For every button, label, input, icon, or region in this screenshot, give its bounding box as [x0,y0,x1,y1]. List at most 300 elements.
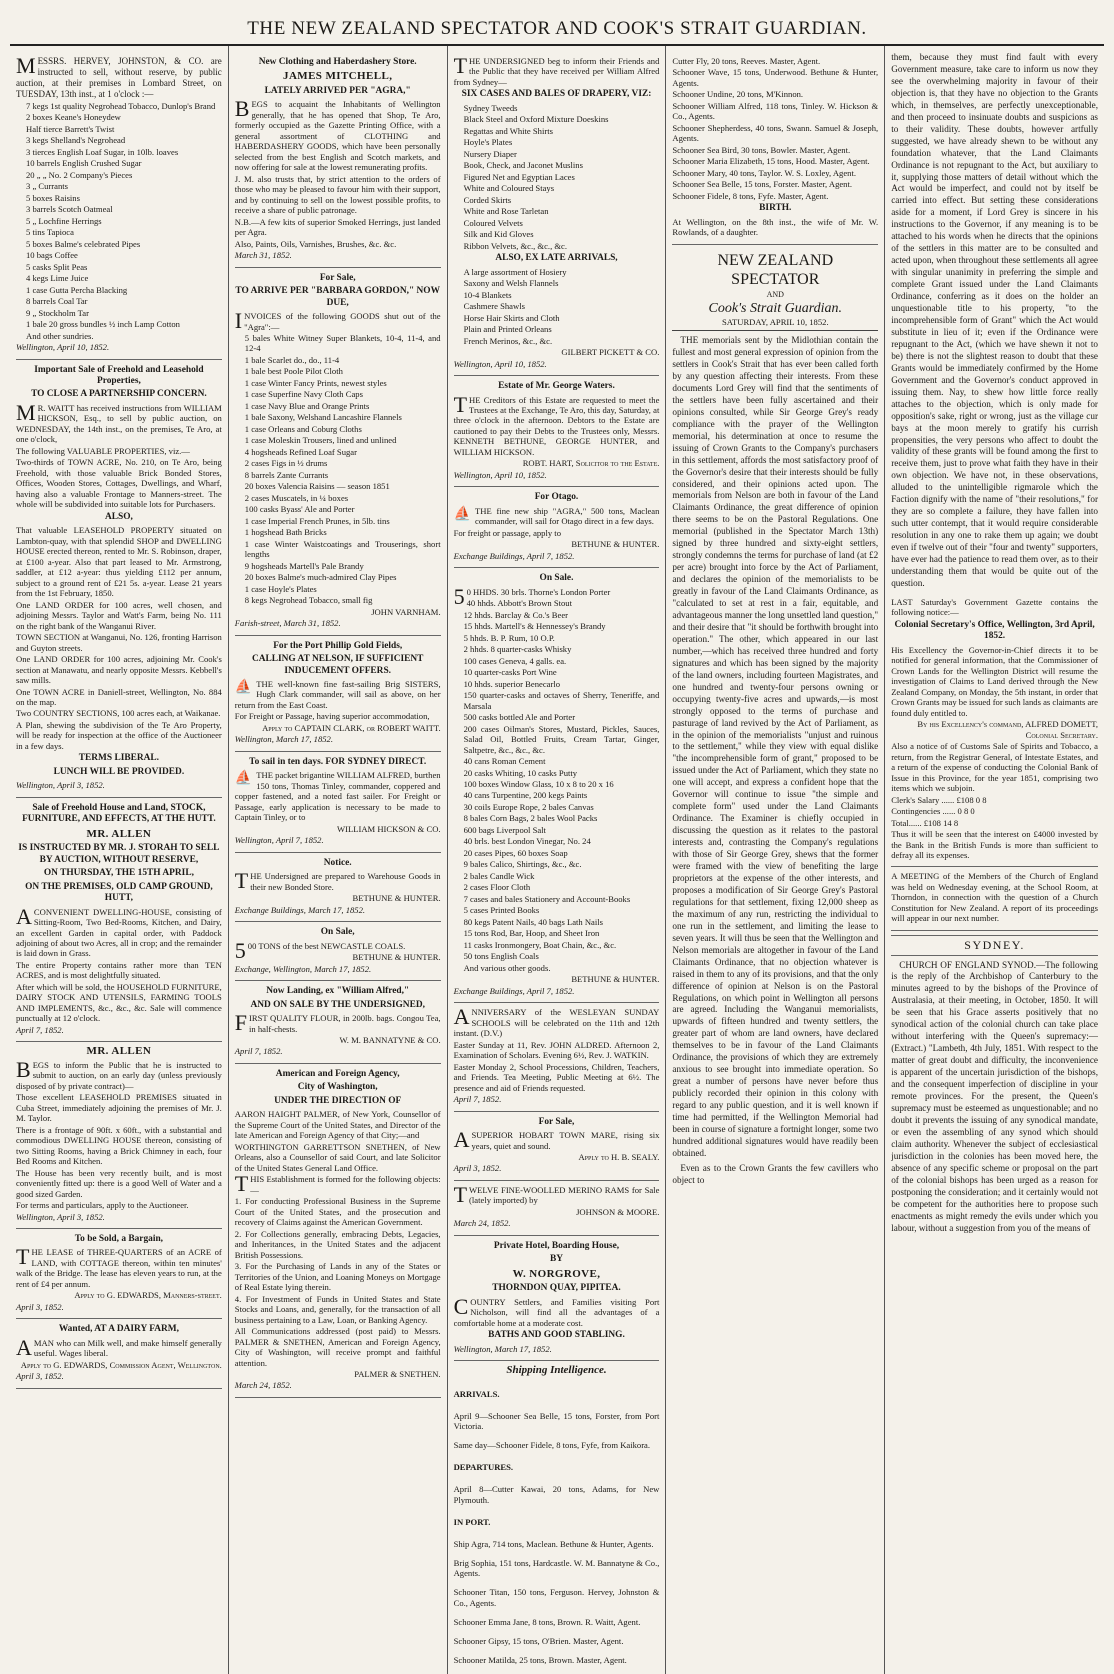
list-item: Cashmere Shawls [463,301,525,312]
ad-date: April 7, 1852. [234,1046,283,1057]
shipping-entry: Schooner William Alfred, 118 tons, Tinley. W. Hickson & Co., Agents. [672,100,879,122]
shipping-entry: April 9—Schooner Sea Belle, 15 tons, Forster, from Port Victoria. [453,1410,660,1432]
list-item: 5 cases Printed Books [463,905,540,916]
ad-text: WORTHINGTON GARRETTSON SNETHEN, of New Orleans, also a Counsellor of said Court, and late Solicitor of the United States General Land Office. [234,1141,441,1173]
ad-port-phillip [235,636,441,752]
ad-text: A Plan, shewing the subdivision of the Te Aro Property, will be ready for inspection at the office of the Auctioneer in a few days. [16,719,222,751]
ad-text: The House has been very recently built, and is most conveniently fitted up: there is a good Well of Water and a good sized Garden. [16,1167,222,1199]
ad-also: ALSO, EX LATE ARRIVALS, [495,253,618,264]
shipping-subhead: IN PORT. [453,1516,491,1527]
ad-text: THE Creditors of this Estate are requested to meet the Trustees at the Exchange, Te Aro, this day, Saturday, at three o'clock in the afternoon. Debtors to the Estate are cautioned to pay their Debts to the Trustees only, Messrs. KENNETH BETHUNE, GEORGE HUNTER, and WILLIAM HICKSON. [453,391,660,457]
ad-date: Exchange Buildings, April 7, 1852. [453,985,575,996]
list-item: 9 hogsheads Martell's Pale Brandy [244,560,364,571]
notice-text: His Excellency the Governor-in-Chief directs it to be notified for general information, that the Commissioner of Crown Lands for the Wellington District will resume the investigation of Claims to Land derived through the New Zealand Company, on Monday, the 5th instant, in order that Crown Grants may be issued for such lands as claimants are found duly entitled to. [891,644,1098,718]
shipping-entry: Schooner Matilda, 25 tons, Brown. Master, Agent. [453,1654,627,1665]
list-item: 7 cases and bales Stationery and Account-Books [463,893,631,904]
ad-signature: JOHNSON & MOORE. [576,1206,660,1217]
shipping-entry: Schooner Fidele, 8 tons, Fyfe. Master, Agent. [672,190,829,201]
list-item: 10 barrels English Crushed Sugar [26,158,142,169]
shipping-entry: Schooner Undine, 20 tons, M'Kinnon. [672,89,804,100]
list-item: 1 bale 20 gross bundles ½ inch Lamp Cotton [26,319,180,330]
shipping-subhead: ARRIVALS. [453,1388,500,1399]
ad-title: American and Foreign Agency, [275,1068,400,1079]
ad-text: COUNTRY Settlers, and Families visiting Port Nicholson, will find all the advantages of a comfortable home at a moderate cost. [453,1293,660,1328]
ad-signature: BETHUNE & HUNTER. [571,974,660,985]
ad-text: 50 HHDS. 30 brls. Thorne's London Porter [453,583,611,609]
ad-signature: BETHUNE & HUNTER. [352,893,441,904]
editorial-paragraph: them, because they must find fault with every Government measure, take care to inform us now they see the overwhelming majority in favour of their objection is, that they have no objection to the Grants which, in themselves, are perfectly unexceptionable, and then proceed to insinuate doubts and suspicions as to their validity. These doubts, however artfully suggested, we have already shewn to be without any foundation whatever, that the Land Claimants Ordinance is not repugnant to the Act, but auxiliary to it, supplying those matters of detail without which the Act would be imperfect, and could not by itself be carried into effect. But setting these considerations aside for a moment, if Lord Grey is sincere in his instructions to the Governor, if any meaning is to be attached to his words when he directs that the opinions of the settlers in this matter are to be consulted and acted upon, when throughout these settlements all agree with singular unanimity in preferring the simple and complete Grant issued under the Land Claimants Ordinance, conferring as it does on the holder an unquestionable title to his property, "to the incomprehensible form of Grant" which the Act would substitute in lieu of it; even if the Ordinance were repugnant to the Act, (which we have shewn it not to be) there is not the slightest reason to doubt that these Grants would be immediately confirmed by the Home Government and the Governor's conduct approved in issuing them. Nay, to shew how little force really attaches to the objection, which is only made for opposition's sake, right or wrong, just as the village cur bays at the moon merely to gratify his currish propensities, the very persons who affect to doubt the validity of these grants will be found among the first to receive them, just to prove what faith they have in their own objection. We have not, in these observations, alluded to the unintelligible rigmarole which the Faction dignify with the name of "their resolutions," for they are so complete a failure, they have fallen into such utter contempt, that it would require considerable resolution in any one to rake them up again; we doubt even if twelve out of their "four and twenty" supporters, have ever had the patience to read them over, as to their understanding them that would be quite out of the question. [891,52,1098,588]
ad-date: Exchange, Wellington, March 17, 1852. [234,963,372,974]
list-item: Figured Net and Egyptian Laces [463,171,575,182]
list-item: 40 brls. best London Vinegar, No. 24 [463,836,591,847]
ad-signature: GILBERT PICKETT & CO. [561,347,660,358]
ad-subtitle: City of Washington, [297,1082,378,1093]
shipping-entry: Ship Agra, 714 tons, Maclean. Bethune & Hunter, Agents. [453,1538,654,1549]
expense-row: Clerk's Salary ...... £108 0 8 [891,794,987,805]
list-item: 4 kegs Lime Juice [26,273,89,284]
ad-text: Two COUNTRY SECTIONS, 100 acres each, at Waikanae. [16,708,221,719]
list-item: 10 hhds. superior Benecarlo [463,678,561,689]
list-item: 5 boxes Balme's celebrated Pipes [26,238,141,249]
ad-text: One TOWN ACRE in Daniell-street, Wellington, No. 884 on the map. [16,686,222,707]
list-item: Sydney Tweeds [463,102,518,113]
ad-text: There is a frontage of 90ft. x 60ft., with a substantial and commodious DWELLING HOUSE thereon, consisting of two Sitting Rooms, having a Brick Chimney in each, four Bed Rooms and Kitchen. [16,1124,222,1167]
ad-date: April 3, 1852. [16,1301,64,1312]
list-item: 7 kegs 1st quality Negrohead Tobacco, Dunlop's Brand [26,100,216,111]
shipping-entry: Schooner Emma Jane, 8 tons, Brown. R. Waitt, Agent. [453,1616,641,1627]
list-item: 2 cases Muscatels, in ¼ boxes [244,492,349,503]
list-item: 15 hhds. Martell's & Hennessey's Brandy [463,621,606,632]
ad-subtitle: LATELY ARRIVED PER "AGRA," [264,85,411,96]
ad-text: FIRST QUALITY FLOUR, in 200lb. bags. Congou Tea, in half-chests. [234,1010,441,1036]
ad-text: BEGS to inform the Public that he is instructed to submit to auction, on an early day (unless previously disposed of by private contract)— [16,1056,222,1091]
list-item: 15 tons Rod, Bar, Hoop, and Sheet Iron [463,928,600,939]
masthead: THE NEW ZEALAND SPECTATOR AND COOK'S STRAIT GUARDIAN. [10,8,1104,46]
shipping-entry: Schooner Titan, 150 tons, Ferguson. Hervey, Johnston & Co., Agents. [453,1587,660,1608]
ad-subtitle: AND ON SALE BY THE UNDERSIGNED, [250,999,425,1010]
list-item: 5 „ Lochfine Herrings [26,215,102,226]
ad-text: INVOICES of the following GOODS shut out of the "Agra":— [234,308,441,334]
item-list [454,267,660,346]
ad-date: Wellington, April 10, 1852. [16,342,110,353]
birth-heading: BIRTH. [759,203,792,214]
ad-waitt-sale [16,360,222,798]
list-item: 40 hhds. Abbott's Brown Stout [466,598,572,609]
ad-waters-estate [454,376,660,487]
shipping-entry: Cutter Fly, 20 tons, Reeves. Master, Agent. [672,56,821,66]
ad-by: BY [549,1254,563,1265]
ad-subtitle: IS INSTRUCTED BY MR. J. STORAH TO SELL BY AUCTION, WITHOUT RESERVE, [18,843,220,865]
ad-bonded-store [235,853,441,922]
notice-text: LAST Saturday's Government Gazette contains the following notice:— [891,596,1098,618]
list-item: 2 bales Candle Wick [463,870,535,881]
ad-text: 4. For Investment of Funds in United States and State Stocks and Loans, and, generally, for the transaction of all business pertaining to a Law, Loan, or Banking Agency. [234,1293,441,1325]
list-item: 1 case Gutta Percha Blacking [26,284,128,295]
ad-text: For freight or passage, apply to [453,527,561,538]
list-item: 5 hhds. B. P. Rum, 10 O.P. [463,632,555,643]
list-item: Ribbon Velvets, &c., &c., &c. [463,240,568,251]
ad-text: After which will be sold, the HOUSEHOLD FURNITURE, DAIRY STOCK AND UTENSILS, FARMING TOOLS AND IMPLEMENTS, &c., &c., &c. Sale will commence punctually at 12 o'clock. [16,981,222,1024]
ad-date: April 7, 1852. [453,1094,502,1105]
paper-title: NEW ZEALAND SPECTATOR [717,251,834,289]
ad-lead: MESSRS. HERVEY, JOHNSTON, & CO. are instructed to sell, without reserve, by public auction, at their premises in Lombard Street, on TUESDAY, 13th inst., at 1 o'clock :— [16,53,222,99]
ad-title: Now Landing, ex "William Alfred," [266,986,410,997]
ad-subtitle: TO ARRIVE PER "BARBARA GORDON," NOW DUE, [235,286,440,308]
issue-date: SATURDAY, APRIL 10, 1852. [672,317,878,331]
ad-merino-rams [454,1181,660,1236]
ad-date: Farish-street, March 31, 1852. [234,618,341,629]
ad-flour [235,981,441,1064]
ad-baths: BATHS AND GOOD STABLING. [488,1330,625,1341]
ad-signature: Apply to G. EDWARDS, Manners-street. [74,1290,222,1301]
list-item: Coloured Velvets [463,217,523,228]
shipping-entry: Brig Sophia, 151 tons, Hardcastle. W. M. Bannatyne & Co., Agents. [453,1557,660,1579]
list-item: 1 case Navy Blue and Orange Prints [244,400,370,411]
ad-subtitle: CALLING AT NELSON, IF SUFFICIENT INDUCEMENT OFFERS. [251,654,424,676]
ad-signature: BETHUNE & HUNTER. [352,952,441,963]
list-item: 8 bales Corn Bags, 2 bales Wool Packs [463,813,598,824]
list-item: Saxony and Welsh Flannels [463,278,559,289]
ad-date: April 3, 1852. [453,1163,502,1174]
list-item: 10 bags Coffee [26,250,78,261]
list-item: 5 bales White Witney Super Blankets, 10-4, 11-4, and 12-4 [244,332,441,354]
list-item: 3 kegs Shelland's Negrohead [26,135,126,146]
ad-title: To sail in ten days. FOR SYDNEY DIRECT. [249,756,427,767]
list-item: 2 boxes Keane's Honeydew [26,112,121,123]
birth-notice: At Wellington, on the 8th inst., the wife of Mr. W. Rowlands, of a daughter. [672,216,879,238]
ad-where: ON THE PREMISES, OLD CAMP GROUND, HUTT, [25,881,213,904]
ad-subtitle: SIX CASES AND BALES OF DRAPERY, VIZ: [461,89,652,100]
ad-text: 1. For conducting Professional Business in the Supreme Court of the United States, and the prosecution and recovery of Claims against the American Government. [234,1196,441,1228]
list-item: 100 boxes Window Glass, 10 x 8 to 20 x 16 [463,778,614,789]
list-item: 100 casks Byass' Ale and Porter [244,504,355,515]
list-item: Half tierce Barrett's Twist [26,123,115,134]
ad-text-body: THE packet brigantine WILLIAM ALFRED, burthen 150 tons, Thomas Tinley, commander, coppered and copper fastened, and a noted fast sailer. For Freight or Passage, early application is necessary to be made to Captain Tinley, or to [234,770,441,823]
editorial [672,335,878,1187]
ad-text: Also, Paints, Oils, Varnishes, Brushes, &c. &c. [234,238,397,249]
ad-private-hotel [454,1236,660,1361]
list-item: 30 coils Europe Rope, 2 bales Canvas [463,801,594,812]
list-item: 20 casks Whiting, 10 casks Putty [463,767,578,778]
editorial-continued [891,52,1098,590]
ad-sydney-direct [235,752,441,853]
list-item: 20 „ „ No. 2 Company's Pieces [26,169,133,180]
ad-date: April 7, 1852. [16,1024,64,1035]
ad-text [235,770,441,822]
list-item: 40 cans Turpentine, 200 kegs Paints [463,790,588,801]
ad-merchant: JAMES MITCHELL, [283,70,393,83]
ad-date: Wellington, April 10, 1852. [453,358,547,369]
ad-date: April 3, 1852. [16,1371,64,1382]
section-title: Shipping Intelligence. [506,1364,607,1377]
ad-subtitle: TO CLOSE A PARTNERSHIP CONCERN. [31,389,207,400]
list-item: 5 casks Split Peas [26,261,88,272]
ad-proprietor: W. NORGROVE, [512,1267,601,1280]
editorial-paragraph: THE memorials sent by the Midlothian contain the fullest and most general expression of opinion from the settlers in Cook's Strait that has ever been called forth by any question affecting their interests. From these documents Lord Grey will find that the sentiments of the settlers have been fully ascertained and their opinions consulted, while Sir George Grey's ready compliance with the prayer of the Wellington memorial, his determination at once to resume the issuing of Crown Grants to the Company's purchasers in this settlement, affords the most satisfactory proof of the Governor's desire that their interests should be fully considered, and their opinions acted upon. The memorials from Nelson are both in favour of the Land Claimants Ordinance, the great difference of opinion there seems to be on the Pastoral Regulations. One memorial (published in the Spectator March 13th) signed by three hundred and sixty-eight settlers, strongly condemns the terms for purchase of land (at £2 per acre) brought into force by the Act of Parliament, and declares the opinion of the memorialists to be greatly in favour of the Land Claimants Ordinance, as "calculated to set at rest in a fair, equitable, and advantageous manner the long unsettled land question," and their desire that "it should be forthwith brought into operation." The other, which appeared in our last number,—which has received three hundred and forty signatures and which has been signed by the majority of the land owners, including fourteen Magistrates, and one hundred and twenty-four persons owning or occupying twenty-five acres and upwards,—is most strongly opposed to the terms of purchase and pasturage of land revived by the Act of Parliament, as in the opinion of the memorialists "unjust and ruinous to the settlement," while they view with equal dislike "the incomprehensible form of grant," proposed to be issued under the Act of Parliament, which they state no one will accept, and express a confident hope that the Governor will continue to issue "the simple and complete form" used under the Land Claimants Ordinance. The Examiner is chiefly occupied in discussing the question as it relates to the pastoral interests and, contrasting the Company's regulations with those of Sir George Grey, shews that the former were framed with the view of benefiting the large proprietors at the expense of the other interests, and proposes a modification of Sir George Grey's Pastoral regulations for that settlement, fixing 12,000 sheep as the maximum of any run, restricting the individual to one run in the settlement, and limiting the lease to seven years. It will thus be seen that the Wellington and Nelson memorials are altogether in favour of the Land Claimants Ordinance, that no objection whatever is raised in them to any of its provisions, and that the only difference of opinion at Nelson is on the Pastoral Regulations, on which point in Wellington all persons are agreed. Including the Wanganui memorialists, upwards of fifteen hundred and twenty settlers, the greater part of whom are land owners, have declared themselves to be in favour of the Land Claimants Ordinance, the provisions of which they are extremely anxious to see brought into immediate operation. So great a number of persons have never before thus publicly recorded their opinion in this colony with regard to any public question, and it is well known if time had permitted, if the Wellington Memorial had been in course of signature a fortnight longer, some two hundred additional signatures would have readily been obtained. [672,335,879,1158]
ad-title: On Sale, [320,927,355,938]
newspaper-page [10,8,1104,1665]
shipping-entry: Schooner Mary, 40 tons, Taylor. W. S. Loxley, Agent. [672,167,856,178]
ad-varnham-invoices [235,268,441,636]
ad-american-agency [235,1064,441,1398]
ad-date: Wellington, April 3, 1852. [16,1211,105,1222]
editorial-paragraph: Even as to the Crown Grants the few cavillers who object to [672,1162,879,1185]
list-item: 1 case Winter Waistcoatings and Trouserings, short lengths [244,538,441,560]
list-item: White and Rose Tarletan [463,206,549,217]
notice-signature: By his Excellency's command, ALFRED DOMETT, Colonial Secretary. [917,719,1098,740]
shipping-entry: Schooner Gipsy, 15 tons, O'Brien. Master, Agent. [453,1635,624,1646]
ad-text: AMAN who can Milk well, and make himself generally useful. Wages liberal. [16,1334,222,1360]
ad-also: ALSO, [104,511,133,522]
item-list [454,103,660,251]
gazette-notice [891,593,1098,868]
ad-date: Wellington, April 10, 1852. [453,469,547,480]
ad-date: Exchange Buildings, April 7, 1852. [453,550,575,561]
ad-auctioneer: MR. ALLEN [86,827,152,840]
ad-signature: BETHUNE & HUNTER. [571,539,660,550]
list-item: 2 cases Figs in ½ drums [244,458,328,469]
list-item: Black Steel and Oxford Mixture Doeskins [463,114,609,125]
paper-and: AND [766,289,784,299]
list-item: 1 hogshead Bath Bricks [244,527,327,538]
ad-allen-cuba-street [16,1042,222,1229]
ship-icon: ⛵ [234,771,253,787]
ad-title: Estate of Mr. George Waters. [498,381,615,392]
list-item: Nursery Diaper [463,148,517,159]
list-item: 1 case Hoyle's Plates [244,583,317,594]
list-item: 600 bags Liverpool Salt [463,824,546,835]
ad-title: Sale of Freehold House and Land, STOCK, FURNITURE, AND EFFECTS, AT THE HUTT. [22,802,216,825]
ad-date: Wellington, March 17, 1852. [234,734,333,745]
ad-date: March 24, 1852. [234,1380,292,1391]
ad-text [454,506,660,527]
ad-signature: WILLIAM HICKSON & CO. [336,823,441,834]
ad-address: THORNDON QUAY, PIPITEA. [492,1283,621,1294]
ad-text: Two-thirds of TOWN ACRE, No. 210, on Te Aro, being Freehold, with those valuable Brick Bonded Stores, Offices, Wooden Stores, Cottages, Dwellings, and Wharf, having also a valuable Frontage to Manners-street. The whole will be subdivided into suitable lots for Purchasers. [16,457,222,510]
list-item: 20 boxes Valencia Raisins — season 1851 [244,481,390,492]
list-item: 1 bale best Poole Pilot Cloth [244,366,343,377]
ad-otago [454,487,660,568]
ad-date: Wellington, April 3, 1852. [16,780,105,791]
notice-head: Colonial Secretary's Office, Wellington, 3rd April, 1852. [894,619,1095,642]
ad-on-sale-spirits [454,568,660,1003]
list-item: 8 kegs Negrohead Tobacco, small fig [244,595,373,606]
ad-lease-bargain [16,1229,222,1319]
ad-coals [235,922,441,981]
shipping-entry: Schooner Wave, 15 tons, Underwood. Bethune & Hunter, Agents. [672,67,879,88]
column-4 [666,46,885,1674]
list-item: 4 hogsheads Refined Loaf Sugar [244,446,357,457]
list-item: 1 bale Saxony, Welshand Lancashire Flannels [244,412,402,423]
ad-text: 3. For the Purchasing of Lands in any of the States or Territories of the Union, and Loaning Moneys on Mortgage of Real Estate lying therein. [234,1261,441,1293]
ad-title: For Otago. [534,492,579,503]
column-5 [885,46,1104,1674]
ad-text: MR. WAITT has received instructions from WILLIAM HICKSON, Esq., to sell by public auction, on WEDNESDAY, the 14th inst., on the premises, Te Aro, at one o'clock, [16,399,222,445]
ad-title: Wanted, AT A DAIRY FARM, [58,1324,179,1335]
ad-text: ACONVENIENT DWELLING-HOUSE, consisting of Sitting-Room, Two Bed-Rooms, Kitchen, and Dairy, an excellent Garden in capital order, with Paddock adjoining of about two Acres, all in crop; and the remainder is laid down in Grass. [16,903,222,959]
ad-text: TOWN SECTION at Wanganui, No. 126, fronting Harrison and Guyton streets. [16,632,222,653]
list-item: White and Coloured Stays [463,183,555,194]
ad-signature: Apply to G. EDWARDS, Commission Agent, Wellington. [20,1359,222,1370]
list-item: 1 case Winter Fancy Prints, newest styles [244,377,387,388]
list-item: 12 hhds. Barclay & Co.'s Beer [463,609,569,620]
list-item: 10-4 Blankets [463,289,512,300]
ad-title: On Sale. [539,573,574,584]
paper-subtitle: Cook's Strait Guardian. [708,300,843,316]
list-item: 20 cases Pipes, 60 boxes Soap [463,847,568,858]
column-1 [10,46,229,1674]
ad-text: Easter Sunday at 11, Rev. JOHN ALDRED. Afternoon 2, Examination of Scholars. Evening 6½, Rev. J. WATKIN. [453,1039,660,1061]
ad-text [235,679,441,710]
ad-text: For terms and particulars, apply to the Auctioneer. [16,1200,189,1211]
item-list [16,101,222,341]
church-meeting [891,867,1098,930]
ad-text: ASUPERIOR HOBART TOWN MARE, rising six years, quiet and sound. [453,1127,660,1153]
ad-text: ANNIVERSARY of the WESLEYAN SUNDAY SCHOOLS will be celebrated on the 11th and 12th instant. (D.V.) [453,1004,660,1039]
list-item: 200 cases Oilman's Stores, Mustard, Pickles, Sauces, Salad Oil, Bottled Fruits, Cream Tartar, Ginger, Saltpetre, &c., &c., &c. [463,723,660,755]
ad-date: Exchange Buildings, March 17, 1852. [234,904,366,915]
list-item: 5 boxes Raisins [26,192,80,203]
ad-signature: Apply to H. B. SEALY. [578,1151,660,1162]
list-item: 2 cases Floor Cloth [463,882,531,893]
sydney-article [891,960,1098,1235]
ad-hervey-johnston [16,52,222,360]
list-item: 1 case Moleskin Trousers, lined and unlined [244,435,397,446]
shipping-subhead: DEPARTURES. [453,1462,514,1473]
list-item: 1 case Imperial French Prunes, in 5lb. tins [244,515,390,526]
list-item: Silk and Kid Gloves [463,229,534,240]
columns [10,46,1104,1665]
ad-text: All Communications addressed (post paid) to Messrs. PALMER & SNETHEN, American and Foreign Agency, City of Washington, will receive prompt and faithful attention. [234,1326,441,1368]
list-item: 3 barrels Scotch Oatmeal [26,204,113,215]
list-item: 20 boxes Balme's much-admired Clay Pipes [244,572,397,583]
ad-text: J. M. also trusts that, by strict attention to the orders of those who may be pleased to favour him with their support, and by continuing to sell on the lowest possible profits, to receive a share of public patronage. [234,173,441,216]
ad-text: TWELVE FINE-WOOLLED MERINO RAMS for Sale (lately imported) by [453,1181,660,1207]
ad-date: March 31, 1852. [234,250,292,261]
ad-title: Notice. [323,857,352,868]
ad-text: One LAND ORDER for 100 acres, adjoining Mr. Cook's section at Manawatu, and nearly opposite Messrs. Kebbell's saw mills. [16,654,222,686]
list-item: 80 kegs Patent Nails, 40 bags Lath Nails [463,916,603,927]
column-3 [448,46,667,1674]
ad-when: ON THURSDAY, THE 15TH APRIL, [43,868,194,879]
list-item: 2 hhds. 8 quarter-casks Whisky [463,644,572,655]
shipping-entry: Schooner Shepherdess, 40 tons, Swann. Samuel & Joseph, Agents. [672,122,879,144]
ad-text-body: THE fine new ship "AGRA," 500 tons, Maclean commander, will sail for Otago direct in a few days. [475,505,660,527]
list-item: Corded Skirts [463,194,512,205]
ad-text: AARON HAIGHT PALMER, of New York, Counsellor of the Supreme Court of the United States, and Director of the late American and Foreign Agency of that City;—and [234,1109,441,1141]
notice-text: Also a notice of of Customs Sale of Spirits and Tobacco, a return, from the Registrar General, of Intestate Estates, and a return of the expense of conducting the Colonial Bank of Issue in this Province, for the year 1851, comprising two items which we subjoin. [891,741,1098,794]
ad-mare [454,1112,660,1181]
notice-text: A MEETING of the Members of the Church of England was held on Wednesday evening, at the School Room, at Thorndon, in connection with the question of a Church Constitution for New Zealand. A report of its proceedings will appear in our next number. [891,871,1098,924]
ad-pickett-drapery [454,52,660,376]
list-item: Regattas and White Shirts [463,125,553,136]
ad-text: That valuable LEASEHOLD PROPERTY situated on Lambton-quay, with that splendid SHOP and DWELLING HOUSE erected thereon, rented to Mr. S. Robinson, draper, at £100 a-year. Also that part leased to Mr. Armstrong, saddler, at £12 a-year: thus yielding £112 per annum, subject to a ground rent of £21 5s. a-year. Lease 21 years from the 1st February, 1850. [16,525,222,599]
list-item: Plain and Printed Orleans [463,324,552,335]
list-item: 100 cases Geneva, 4 galls. ea. [463,655,567,666]
list-item: 8 barrels Coal Tar [26,296,88,307]
list-item: 1 bale Scarlet do., do., 11-4 [244,354,340,365]
ad-title: For the Port Phillip Gold Fields, [273,640,403,651]
ad-mitchell-store [235,52,441,268]
ad-under: UNDER THE DIRECTION OF [274,1095,402,1106]
ad-title: Private Hotel, Boarding House, [493,1240,620,1251]
ad-text: For Freight or Passage, having superior accommodation, [234,711,430,722]
expense-row: Contingencies ...... 0 8 0 [891,806,975,817]
list-item: 500 casks bottled Ale and Porter [463,712,576,723]
shipping-entry: April 8—Cutter Kawai, 20 tons, Adams, for New Plymouth. [453,1484,660,1505]
list-item: 3 tierces English Loaf Sugar, in 10lb. loaves [26,146,179,157]
notice-text: Thus it will be seen that the interest on £4000 invested by the Bank in the British Funds is more than sufficient to defray all its expenses. [891,829,1098,860]
ad-text: THE Undersigned are prepared to Warehouse Goods in their new Bonded Store. [234,868,441,894]
ad-text: THE LEASE of THREE-QUARTERS of an ACRE of LAND, with COTTAGE thereon, within ten minutes' walk of the Bridge. The lease has eleven years to run, at the rent of £4 per annum. [16,1244,222,1289]
ad-text-body: THE well-known fine fast-sailing Brig SISTERS, Hugh Clark commander, will sail as above, on her return from the East Coast. [234,678,441,710]
ad-title: For Sale, [319,272,356,283]
item-list [454,598,660,973]
ad-allen-hutt [16,798,222,1043]
shipping-continued [672,52,878,245]
ad-signature: Apply to CAPTAIN CLARK, or ROBERT WAITT. [262,722,441,733]
ad-text: Easter Monday 2, School Processions, Children, Teachers, and Friends. Tea Meeting, Public Meeting at 6½. The presence and aid of Friends requested. [453,1061,660,1093]
ad-title: For Sale, [538,1116,575,1127]
list-item: Hoyle's Plates [463,137,513,148]
shipping-entry: Same day—Schooner Fidele, 8 tons, Fyfe, from Kaikora. [453,1440,651,1451]
list-item: French Merinos, &c., &c. [463,335,553,346]
list-item: 8 barrels Zante Currants [244,469,329,480]
ad-terms: TERMS LIBERAL. [78,753,160,764]
ad-text: THE UNDERSIGNED beg to inform their Friends and the Public that they have received per William Alfred from Sydney— [453,53,660,87]
list-item: And other sundries. [26,330,94,341]
list-item: 5 tins Tapioca [26,227,74,238]
list-item: 150 quarter-casks and octaves of Sherry, Teneriffe, and Marsala [463,690,660,711]
list-item: 1 case Orleans and Coburg Cloths [244,423,362,434]
list-item: And various other goods. [463,962,551,973]
ad-lunch: LUNCH WILL BE PROVIDED. [53,766,185,777]
sydney-heading: SYDNEY. [891,935,1098,956]
ad-text: The entire Property contains rather more than TEN ACRES, and is most delightfully situated. [16,959,222,981]
ad-text: The following VALUABLE PROPERTIES, viz.— [16,445,190,456]
list-item: 1 case Superfine Navy Cloth Caps [244,389,363,400]
ad-title: To be Sold, a Bargain, [74,1234,164,1245]
ad-text: One LAND ORDER for 100 acres, well chosen, and adjoining Messrs. Taylor and Watt's Farm, being No. 111 on the right bank of the Wanganui River. [16,599,222,631]
list-item: 11 casks Ironmongery, Boat Chain, &c., &c. [463,939,617,950]
ad-auctioneer: MR. ALLEN [86,1045,152,1058]
ship-icon: ⛵ [453,506,472,522]
ad-text: N.B.—A few kits of superior Smoked Herrings, just landed per Agra. [234,216,441,238]
shipping-intelligence [454,1364,660,1665]
ad-signature: PALMER & SNETHEN. [354,1368,441,1379]
shipping-entry: Schooner Maria Elizabeth, 15 tons, Hood. Master, Agent. [672,156,870,167]
ad-signature: ROBT. HART, Solicitor to the Estate. [522,458,660,469]
ad-date: Wellington, April 7, 1852. [234,835,324,846]
column-2 [229,46,448,1674]
ad-text: BEGS to acquaint the Inhabitants of Wellington generally, that he has opened that Shop, Te Aro, formerly occupied as the Gazette Printing Office, with a general assortment of CLOTHING and HABERDASHERY GOODS, which have been personally selected from the best English and Scotch markets, and now offering for sale at the lowest remunerating profits. [234,96,441,173]
ad-wesleyan-anniversary [454,1003,660,1111]
ship-icon: ⛵ [234,679,253,695]
list-item: 40 cans Roman Cement [463,756,546,767]
list-item: Horse Hair Skirts and Cloth [463,312,560,323]
ad-date: Wellington, March 17, 1852. [453,1343,552,1354]
shipping-entry: Schooner Sea Bird, 30 tons, Bowler. Master, Agent. [672,144,851,155]
article-paragraph: CHURCH OF ENGLAND SYNOD.—The following is the reply of the Archbishop of Canterbury to the minutes agreed to by the bishops of the Province of Australasia, at their meeting, in October, 1850. It will be seen that his Grace asserts positively that no synodical action of the colonial church can take place without interfering with the Queen's supremacy:— (Extract.) "Lambeth, 4th July, 1851. With respect to the matter of great doubt and difficulty, the inconvenience is apparent of the uncertain jurisdiction of the bishops, and the consequent imperfection of discipline in your remote provinces. For the present, the Queen's supremacy must be esteemed as unquestionable; and no doubt it prevents the issuing of any synodical mandate, or even the assembling of any synod which should claim authority. Whenever the subject of ecclesiastical jurisdiction in the colonies has been moved here, the absence of any specific scheme or proposal on the part of the colonial bishops has been urged as a reason for postponing the consideration; and it certainly would not be competent for the authorities here to propose such enactments as might remedy the evils under which you labour, without a suggestion from you of the means of [891,959,1098,1233]
list-item: 50 tons English Coals [463,951,539,962]
ad-signature: JOHN VARNHAM. [371,606,441,617]
ad-text: 500 TONS of the best NEWCASTLE COALS. [234,937,406,963]
shipping-entry: Schooner Sea Belle, 15 tons, Forster. Master, Agent. [672,179,853,190]
ad-title: Important Sale of Freehold and Leasehold Properties, [34,364,204,386]
ad-dairy-farm [16,1319,222,1388]
list-item: 9 bales Calico, Shirtings, &c., &c. [463,859,582,870]
ad-text: Those excellent LEASEHOLD PREMISES situated in Cuba Street, immediately adjoining the premises of Mr. J. M. Taylor. [16,1092,222,1124]
